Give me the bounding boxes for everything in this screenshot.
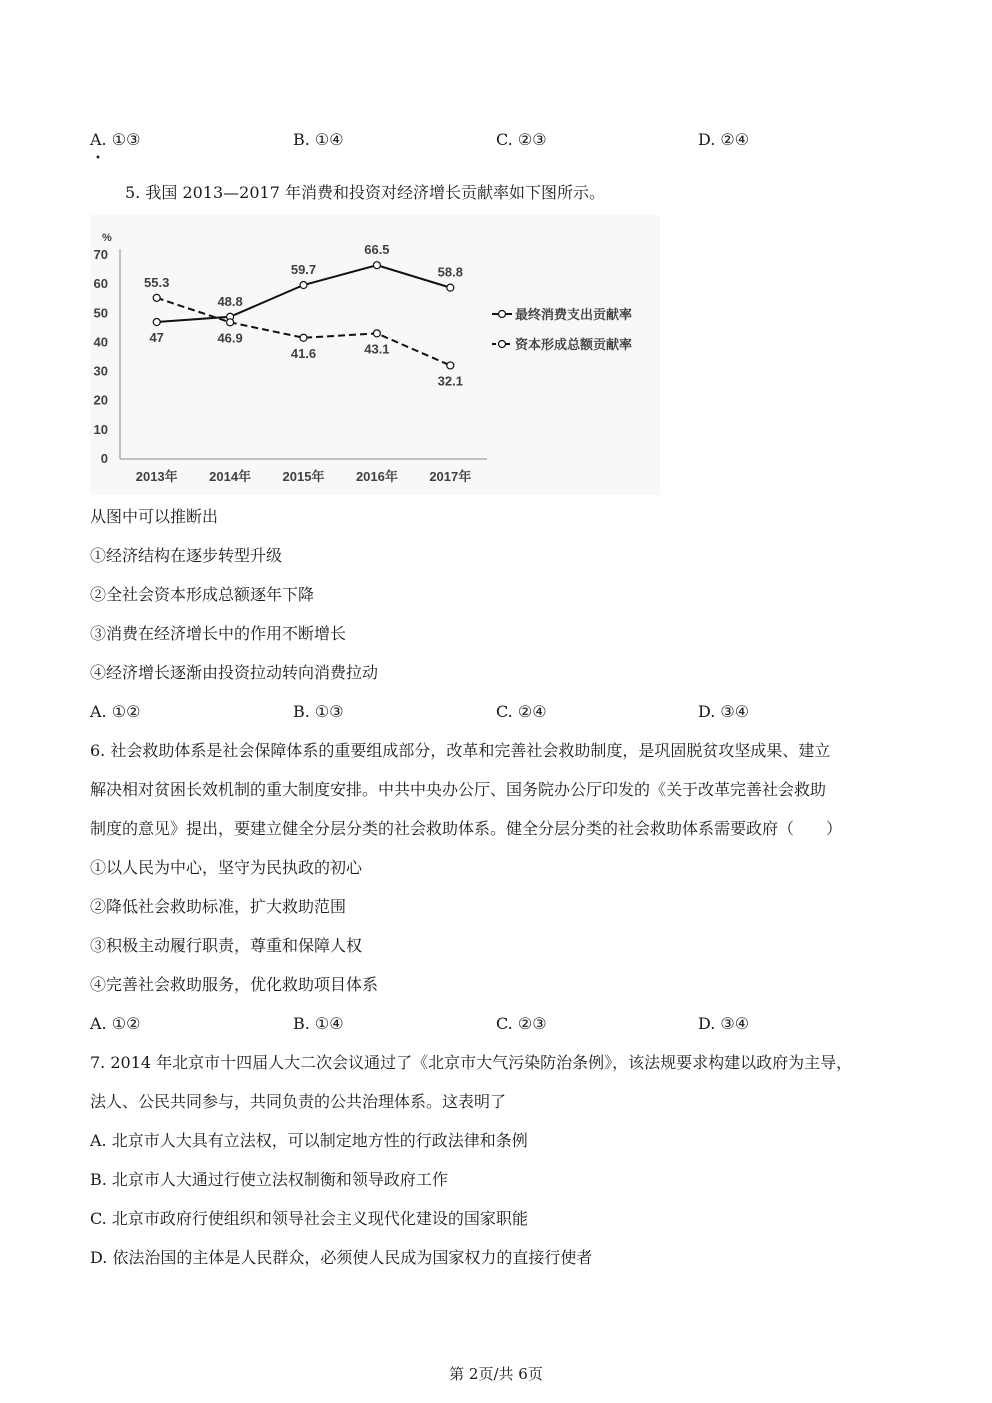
q5-option-b: B. ①③ bbox=[293, 702, 344, 721]
contribution-rate-chart bbox=[90, 215, 660, 495]
y-tick-label: 20 bbox=[93, 392, 108, 408]
q6-options bbox=[90, 1014, 910, 1034]
q7-option-a: A. 北京市人大具有立法权，可以制定地方性的行政法律和条例 bbox=[90, 1131, 528, 1150]
x-tick-label: 2016年 bbox=[355, 469, 398, 484]
y-tick-label: 60 bbox=[93, 276, 108, 292]
q5-option-a: A. ①② bbox=[90, 702, 141, 721]
q6-stem-line-3: 制度的意见》提出，要建立健全分层分类的社会救助体系。健全分层分类的社会救助体系需要政府（ ） bbox=[90, 819, 843, 838]
q7-option-c: C. 北京市政府行使组织和领导社会主义现代化建设的国家职能 bbox=[90, 1209, 528, 1228]
y-tick-label: 10 bbox=[93, 421, 108, 437]
q7-stem-line-2: 法人、公民共同参与，共同负责的公共治理体系。这表明了 bbox=[90, 1092, 507, 1111]
legend-label-2: 资本形成总额贡献率 bbox=[515, 337, 633, 352]
data-label: 47 bbox=[149, 330, 164, 346]
q6-statement-4: ④完善社会救助服务，优化救助项目体系 bbox=[90, 975, 379, 994]
data-label: 48.8 bbox=[217, 293, 243, 309]
q6-statement-1: ①以人民为中心，坚守为民执政的初心 bbox=[90, 858, 363, 877]
data-label: 58.8 bbox=[437, 264, 463, 280]
q6-stem-line-2: 解决相对贫困长效机制的重大制度安排。中共中央办公厅、国务院办公厅印发的《关于改革完善社会救助 bbox=[90, 780, 827, 799]
y-tick-label: 30 bbox=[93, 363, 108, 379]
q6-option-a: A. ①② bbox=[90, 1014, 141, 1033]
data-label: 46.9 bbox=[217, 330, 243, 346]
legend-marker-2 bbox=[499, 341, 506, 348]
q6-option-d: D. ③④ bbox=[698, 1014, 750, 1033]
data-label: 43.1 bbox=[364, 341, 390, 357]
data-point bbox=[373, 330, 380, 337]
legend-label-1: 最终消费支出贡献率 bbox=[515, 307, 633, 322]
q6-option-b: B. ①④ bbox=[293, 1014, 344, 1033]
q6-option-c: C. ②③ bbox=[496, 1014, 547, 1033]
x-tick-label: 2014年 bbox=[209, 469, 252, 484]
y-tick-label: 40 bbox=[93, 334, 108, 350]
data-point bbox=[227, 319, 234, 326]
data-label: 59.7 bbox=[290, 262, 317, 278]
q5-options bbox=[90, 702, 910, 722]
data-point bbox=[447, 284, 454, 291]
q4-option-d: D. ②④ bbox=[698, 130, 750, 149]
q7-option-b: B. 北京市人大通过行使立法权制衡和领导政府工作 bbox=[90, 1170, 448, 1189]
data-point bbox=[153, 319, 160, 326]
q4-option-a: A. ①③ bbox=[90, 130, 141, 149]
data-label: 66.5 bbox=[364, 242, 390, 258]
q4-option-c: C. ②③ bbox=[496, 130, 547, 149]
q7-stem-line-1: 7. 2014 年北京市十四届人大二次会议通过了《北京市大气污染防治条例》，该法规要求构建以政府为主导， bbox=[90, 1053, 853, 1072]
x-tick-label: 2015年 bbox=[282, 469, 325, 484]
y-tick-label: 0 bbox=[100, 451, 108, 466]
page-footer: 第 2页/共 6页 bbox=[449, 1365, 543, 1383]
data-label: 55.3 bbox=[144, 274, 170, 290]
q5-statement-2: ②全社会资本形成总额逐年下降 bbox=[90, 585, 315, 604]
q5-stem: 5. 我国 2013—2017 年消费和投资对经济增长贡献率如下图所示。 bbox=[125, 183, 605, 202]
q7-option-d: D. 依法治国的主体是人民群众，必须使人民成为国家权力的直接行使者 bbox=[90, 1248, 593, 1267]
q5-lead: 从图中可以推断出 bbox=[90, 507, 219, 526]
y-tick-label: 70 bbox=[93, 247, 108, 262]
data-point bbox=[373, 262, 380, 269]
data-label: 41.6 bbox=[290, 345, 317, 361]
legend-marker-1 bbox=[499, 311, 506, 318]
q6-stem-line-1: 6. 社会救助体系是社会保障体系的重要组成部分，改革和完善社会救助制度，是巩固脱贫攻坚成果、建立 bbox=[90, 741, 831, 760]
data-point bbox=[300, 282, 307, 289]
y-tick-label: 50 bbox=[93, 305, 108, 321]
q4-option-b: B. ①④ bbox=[293, 130, 344, 149]
q5-statement-4: ④经济增长逐渐由投资拉动转向消费拉动 bbox=[90, 663, 379, 682]
q4-options bbox=[90, 130, 910, 150]
q6-statement-3: ③积极主动履行职责，尊重和保障人权 bbox=[90, 936, 363, 955]
stray-dot: • bbox=[95, 153, 101, 164]
q5-option-c: C. ②④ bbox=[496, 702, 547, 721]
data-point bbox=[153, 294, 160, 301]
data-point bbox=[447, 362, 454, 369]
q5-statement-1: ①经济结构在逐步转型升级 bbox=[90, 546, 283, 565]
x-tick-label: 2013年 bbox=[135, 469, 178, 484]
q5-statement-3: ③消费在经济增长中的作用不断增长 bbox=[90, 624, 347, 643]
q5-option-d: D. ③④ bbox=[698, 702, 750, 721]
q6-statement-2: ②降低社会救助标准，扩大救助范围 bbox=[90, 897, 347, 916]
y-axis-unit: % bbox=[102, 232, 112, 244]
data-point bbox=[300, 334, 307, 341]
data-label: 32.1 bbox=[437, 373, 463, 389]
x-tick-label: 2017年 bbox=[429, 469, 472, 484]
